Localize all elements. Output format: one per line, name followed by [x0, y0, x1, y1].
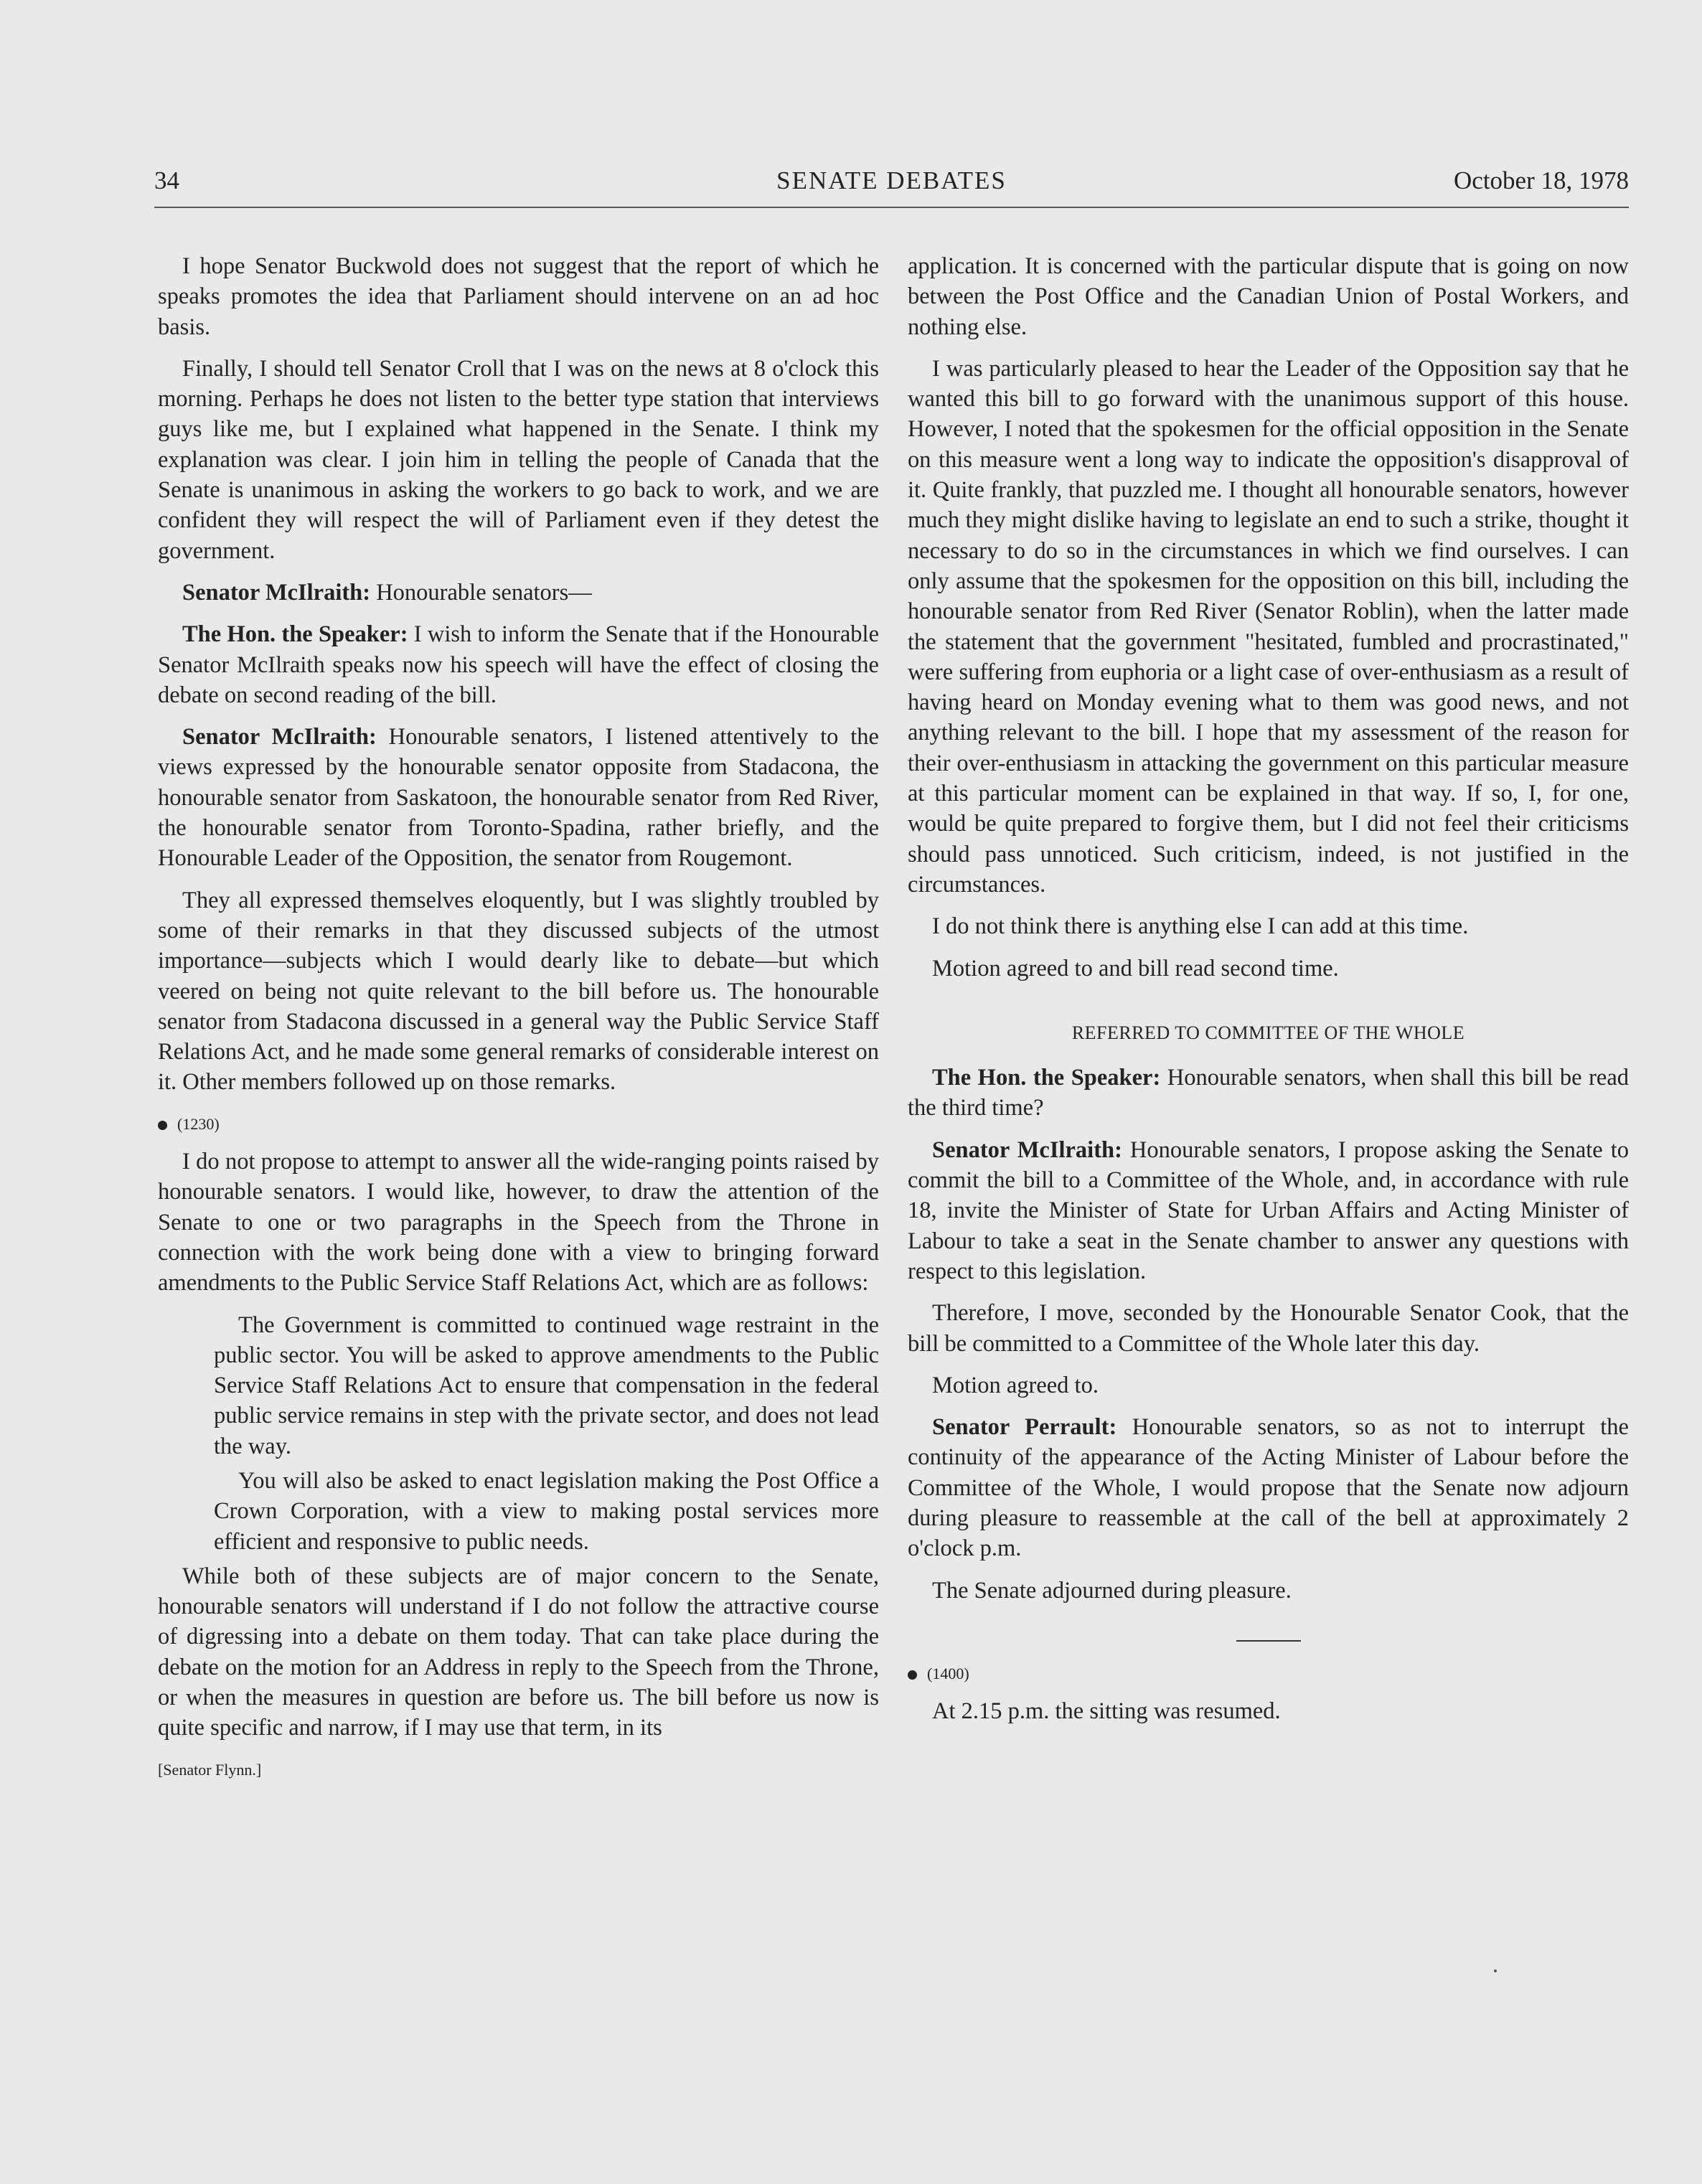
paragraph: They all expressed themselves eloquently, but I was slightly troubled by some of their remarks in that they discussed subjects of the utmost importance—subjects which I would dearly like to debate—but which veered on being not quite relevant to the bill before us. The honourable senator from Stadacona discussed in a general way the Public Service Staff Relations Act, and he made some general remarks of considerable interest on it. Other members followed up on those remarks.	[158, 887, 879, 1096]
section-divider	[1236, 1640, 1301, 1642]
bullet-icon	[908, 1670, 917, 1680]
paragraph: Motion agreed to and bill read second time.	[932, 955, 1339, 982]
scan-speck	[1494, 1969, 1497, 1972]
publication-date: October 18, 1978	[1454, 166, 1629, 194]
speech-paragraph	[158, 619, 879, 710]
speaker-name: Senator McIlraith:	[182, 724, 377, 750]
paragraph: Therefore, I move, seconded by the Honourable Senator Cook, that the bill be committed to a Committee of the Whole later this day.	[908, 1300, 1629, 1357]
paragraph: At 2.15 p.m. the sitting was resumed.	[932, 1698, 1281, 1725]
block-quote: You will also be asked to enact legislation making the Post Office a Crown Corporation, with a view to making postal services more efficient and responsive to public needs.	[214, 1467, 879, 1555]
paragraph: I was particularly pleased to hear the Leader of the Opposition say that he wanted this bill to go forward with the unanimous support of this house. However, I noted that the spokesmen for the official opposition in the Senate on this measure went a long way to indicate the opposition's disapproval of it. Quite frankly, that puzzled me. I thought all honourable senators, however much they might dislike having to legislate an end to such a strike, thought it necessary to do so in the circumstances in which we find ourselves. I can only assume that the spokesmen for the opposition on this bill, including the honourable senator from Red River (Senator Roblin), when the latter made the statement that the government "hesitated, fumbled and procrastinated," were suffering from euphoria or a light case of over-enthusiasm as a result of having heard on Monday evening what to them was good news, and not anything relevant to the bill. I hope that my assessment of the reason for their over-enthusiasm in attacking the government on this particular measure at this particular moment can be explained in that way. If so, I, for one, would be quite prepared to forgive them, but I did not feel their criticisms should pass unnoticed. Such criticism, indeed, is not justified in the circumstances.	[908, 355, 1629, 898]
speaker-footnote: [Senator Flynn.]	[158, 1760, 262, 1779]
speech-text: I wish to inform the Senate that if the Honourable Senator McIlraith speaks now his speech will have the effect of closing the debate on second reading of the bill.	[158, 621, 879, 708]
right-column	[908, 251, 1629, 1738]
paragraph: Finally, I should tell Senator Croll that I was on the news at 8 o'clock this morning. Perhaps he does not listen to the better type station that interviews guys like me, but I explained what happened in the Senate. I think my explanation was clear. I join him in telling the people of Canada that the Senate is unanimous in asking the workers to go back to work, and we are confident they will respect the will of Parliament even if they detest the government.	[158, 355, 879, 564]
speech-text: Honourable senators—	[370, 579, 592, 606]
publication-title: SENATE DEBATES	[776, 166, 1007, 194]
speech-text: Honourable senators, I listened attentively to the views expressed by the honourable senator opposite from Stadacona, the honourable senator from Saskatoon, the honourable senator from Red River, the honourable senator from Toronto-Spadina, rather briefly, and the Honourable Leader of the Opposition, the senator from Rougemont.	[158, 724, 879, 872]
speech-text: Honourable senators, when shall this bill be read the third time?	[908, 1065, 1629, 1121]
speech-text: Honourable senators, I propose asking the Senate to commit the bill to a Committee of the Whole, and, in accordance with rule 18, invite the Minister of State for Urban Affairs and Acting Minister of Labour to take a seat in the Senate chamber to answer any questions with respect to this legislation.	[908, 1136, 1629, 1284]
speech-paragraph	[908, 1063, 1629, 1124]
paragraph: The Senate adjourned during pleasure.	[932, 1577, 1292, 1604]
page-number: 34	[154, 166, 179, 194]
paragraph: I do not think there is anything else I can add at this time.	[932, 913, 1469, 940]
left-column	[158, 251, 879, 1785]
time-marker	[158, 1109, 879, 1139]
page-header	[154, 162, 1629, 208]
speaker-name: Senator McIlraith:	[932, 1136, 1122, 1163]
paragraph: I hope Senator Buckwold does not suggest that the report of which he speaks promotes the idea that Parliament should intervene on an ad hoc basis.	[158, 253, 879, 340]
paragraph: While both of these subjects are of major concern to the Senate, honourable senators will understand if I do not follow the attractive course of digressing into a debate on them today. That can take place during the debate on the motion for an Address in reply to the Speech from the Throne, or when the measures in question are before us. The bill before us now is quite specific and narrow, if I may use that term, in its	[158, 1563, 879, 1741]
paragraph: I do not propose to attempt to answer all the wide-ranging points raised by honourable senators. I would like, however, to draw the attention of the Senate to one or two paragraphs in the Speech from the Throne in connection with the work being done with a view to bringing forward amendments to the Public Service Staff Relations Act, which are as follows:	[158, 1149, 879, 1296]
speaker-name: Senator McIlraith:	[182, 579, 371, 606]
speech-paragraph	[908, 1135, 1629, 1286]
speaker-name: The Hon. the Speaker:	[182, 621, 408, 648]
speech-paragraph	[908, 1412, 1629, 1563]
block-quote: The Government is committed to continued wage restraint in the public sector. You will be asked to approve amendments to the Public Service Staff Relations Act to ensure that compensation in the federal public service remains in step with the private sector, and does not lead the way.	[214, 1312, 879, 1459]
paragraph: Motion agreed to.	[932, 1372, 1099, 1398]
time-marker	[908, 1659, 1629, 1689]
time-marker-label: (1230)	[177, 1114, 220, 1133]
speaker-name: The Hon. the Speaker:	[932, 1065, 1161, 1091]
speech-text: Honourable senators, so as not to interrupt the continuity of the appearance of the Acting Minister of Labour before the Committee of the Whole, I would propose that the Senate now adjourn during pleasure to reassemble at the call of the bell at approximately 2 o'clock p.m.	[908, 1414, 1629, 1562]
time-marker-label: (1400)	[927, 1664, 969, 1682]
section-heading: REFERRED TO COMMITTEE OF THE WHOLE	[1071, 1022, 1465, 1043]
speech-paragraph	[158, 578, 879, 608]
bullet-icon	[158, 1121, 167, 1130]
speaker-name: Senator Perrault:	[932, 1414, 1117, 1441]
paragraph: application. It is concerned with the particular dispute that is going on now between the Post Office and the Canadian Union of Postal Workers, and nothing else.	[908, 253, 1629, 340]
speech-paragraph	[158, 722, 879, 873]
